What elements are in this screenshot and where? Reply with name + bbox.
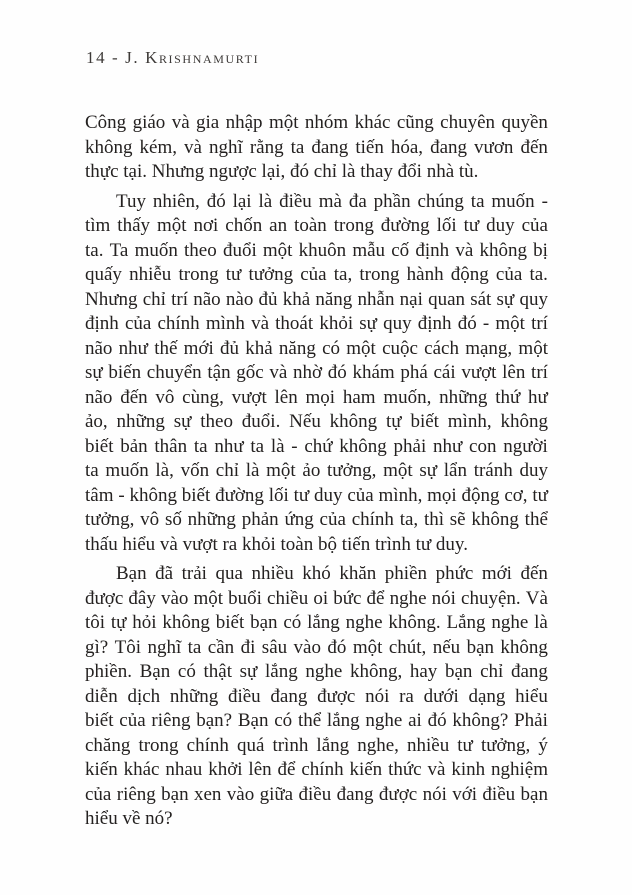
text-line: Nhưng chỉ trí não nào đủ khả năng nhẫn nại quan sát sự quy	[85, 288, 548, 310]
text-line: ảo, những sự theo đuổi. Nếu không tự biết mình, không	[85, 411, 548, 432]
text-line: của riêng bạn xen vào giữa điều đang được nói với điều bạn	[85, 783, 548, 805]
text-line: gì? Tôi nghĩ ta cần đi sâu vào đó một chút, nếu bạn không	[85, 636, 548, 658]
text-line: tâm - không biết đường lối tư duy của mình, mọi động cơ, tư	[85, 484, 548, 506]
paragraph	[85, 190, 548, 558]
text-line: diễn dịch những điều đang được nói ra dưới dạng hiểu	[85, 685, 548, 707]
text-line: biết bản thân ta như ta là - chứ không phải như con người	[85, 435, 548, 457]
text-line: tìm thấy một nơi chốn an toàn trong đường lối tư duy của	[85, 215, 548, 236]
text-line: biết của riêng bạn? Bạn có thể lắng nghe ai đó không? Phải	[85, 710, 548, 731]
text-line: Tuy nhiên, đó lại là điều mà đa phần chúng ta muốn -	[116, 190, 548, 212]
text-line: não như thế mới đủ khả năng có một cuộc cách mạng, một	[85, 337, 548, 359]
running-header: 14 - J. Krishnamurti	[86, 48, 260, 67]
text-line: định của chính mình và thoát khỏi sự quy định đó - một trí	[85, 313, 548, 334]
text-line: kiến khác nhau khởi lên để chính kiến thức và kinh nghiệm	[85, 759, 548, 780]
text-line: hiểu về nó?	[85, 808, 173, 829]
text-line: Bạn đã trải qua nhiều khó khăn phiền phức mới đến	[116, 563, 548, 584]
text-line: ta. Ta muốn theo đuổi một khuôn mẫu cố định và không bị	[85, 239, 548, 261]
body-text	[85, 111, 548, 832]
text-line: tưởng, vô số những phản ứng của chính ta, thì sẽ không thể	[85, 509, 548, 530]
text-line: chăng trong chính quá trình lắng nghe, nhiều tư tưởng, ý	[85, 734, 548, 756]
text-line: Công giáo và gia nhập một nhóm khác cũng chuyên quyền	[85, 112, 548, 133]
text-line: não đến vô cùng, vượt lên mọi ham muốn, những thứ hư	[85, 386, 548, 408]
text-line: quấy nhiễu trong tư tưởng của ta, trong hành động của ta.	[85, 264, 548, 285]
text-line: được đây vào một buổi chiều oi bức để nghe nói chuyện. Và	[85, 587, 548, 609]
text-line: thực tại. Nhưng ngược lại, đó chỉ là thay đổi nhà tù.	[85, 161, 479, 182]
text-line: không kém, và nghĩ rằng ta đang tiến hóa, đang vươn đến	[85, 136, 548, 158]
text-line: ta muốn là, vốn chỉ là một ảo tưởng, một sự lẩn tránh duy	[85, 460, 548, 481]
text-line: phiền. Bạn có thật sự lắng nghe không, hay bạn chỉ đang	[85, 661, 548, 682]
paragraph	[85, 562, 548, 832]
paragraph	[85, 111, 548, 185]
text-line: tôi tự hỏi không biết bạn có lắng nghe không. Lắng nghe là	[85, 612, 548, 633]
text-line: thấu hiểu và vượt ra khỏi toàn bộ tiến trình tư duy.	[85, 533, 468, 555]
text-line: sự biến chuyển tận gốc và nhờ đó khám phá cái vượt lên trí	[85, 362, 548, 383]
